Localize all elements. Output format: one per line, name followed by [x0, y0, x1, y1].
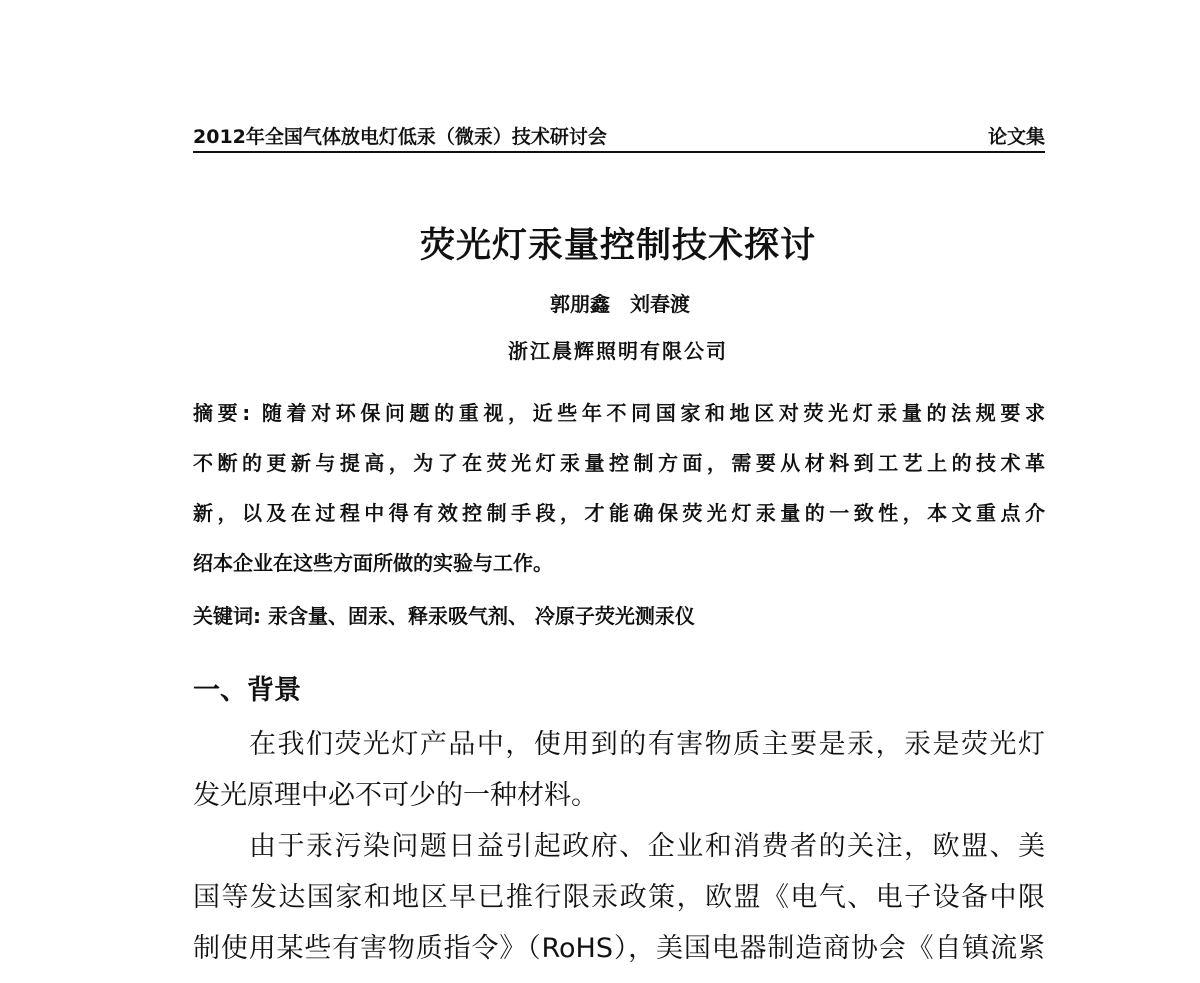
paper-title: 荧光灯汞量控制技术探讨: [419, 226, 816, 266]
header-rule: [193, 151, 1045, 153]
body-line: 制使用某些有害物质指令》（RoHS），美国电器制造商协会《自镇流紧: [193, 933, 1045, 964]
body-line: 由于汞污染问题日益引起政府、企业和消费者的关注，欧盟、美: [249, 831, 1045, 862]
authors: 郭朋鑫 刘春渡: [550, 292, 690, 316]
abstract-line: 绍本企业在这些方面所做的实验与工作。: [193, 551, 553, 575]
body-text: [193, 728, 1045, 983]
abstract-label: 摘要:: [193, 401, 251, 425]
keywords: [193, 600, 695, 629]
abstract-line: 新，以及在过程中得有效控制手段，才能确保荧光灯汞量的一致性，本文重点介: [193, 501, 1045, 525]
abstract-line: 不断的更新与提高，为了在荧光灯汞量控制方面，需要从材料到工艺上的技术革: [193, 451, 1045, 475]
keywords-label: 关键词:: [193, 604, 261, 628]
body-line: 在我们荧光灯产品中，使用到的有害物质主要是汞，汞是荧光灯: [249, 729, 1045, 760]
section-heading: 一、背景: [193, 675, 301, 706]
running-header: [193, 122, 1045, 150]
affiliation: 浙江晨辉照明有限公司: [508, 339, 728, 363]
abstract-line: [193, 400, 1045, 450]
header-conference-title: 2012年全国气体放电灯低汞（微汞）技术研讨会: [193, 126, 607, 148]
keywords-text: 汞含量、固汞、释汞吸气剂、 冷原子荧光测汞仪: [267, 604, 695, 628]
body-line: 发光原理中必不可少的一种材料。: [193, 780, 598, 811]
abstract: [193, 400, 1045, 600]
body-line: 国等发达国家和地区早已推行限汞政策，欧盟《电气、电子设备中限: [193, 882, 1045, 913]
abstract-text: 随着对环保问题的重视，近些年不同国家和地区对荧光灯汞量的法规要求: [261, 401, 1046, 425]
header-proceedings-label: 论文集: [987, 126, 1045, 148]
